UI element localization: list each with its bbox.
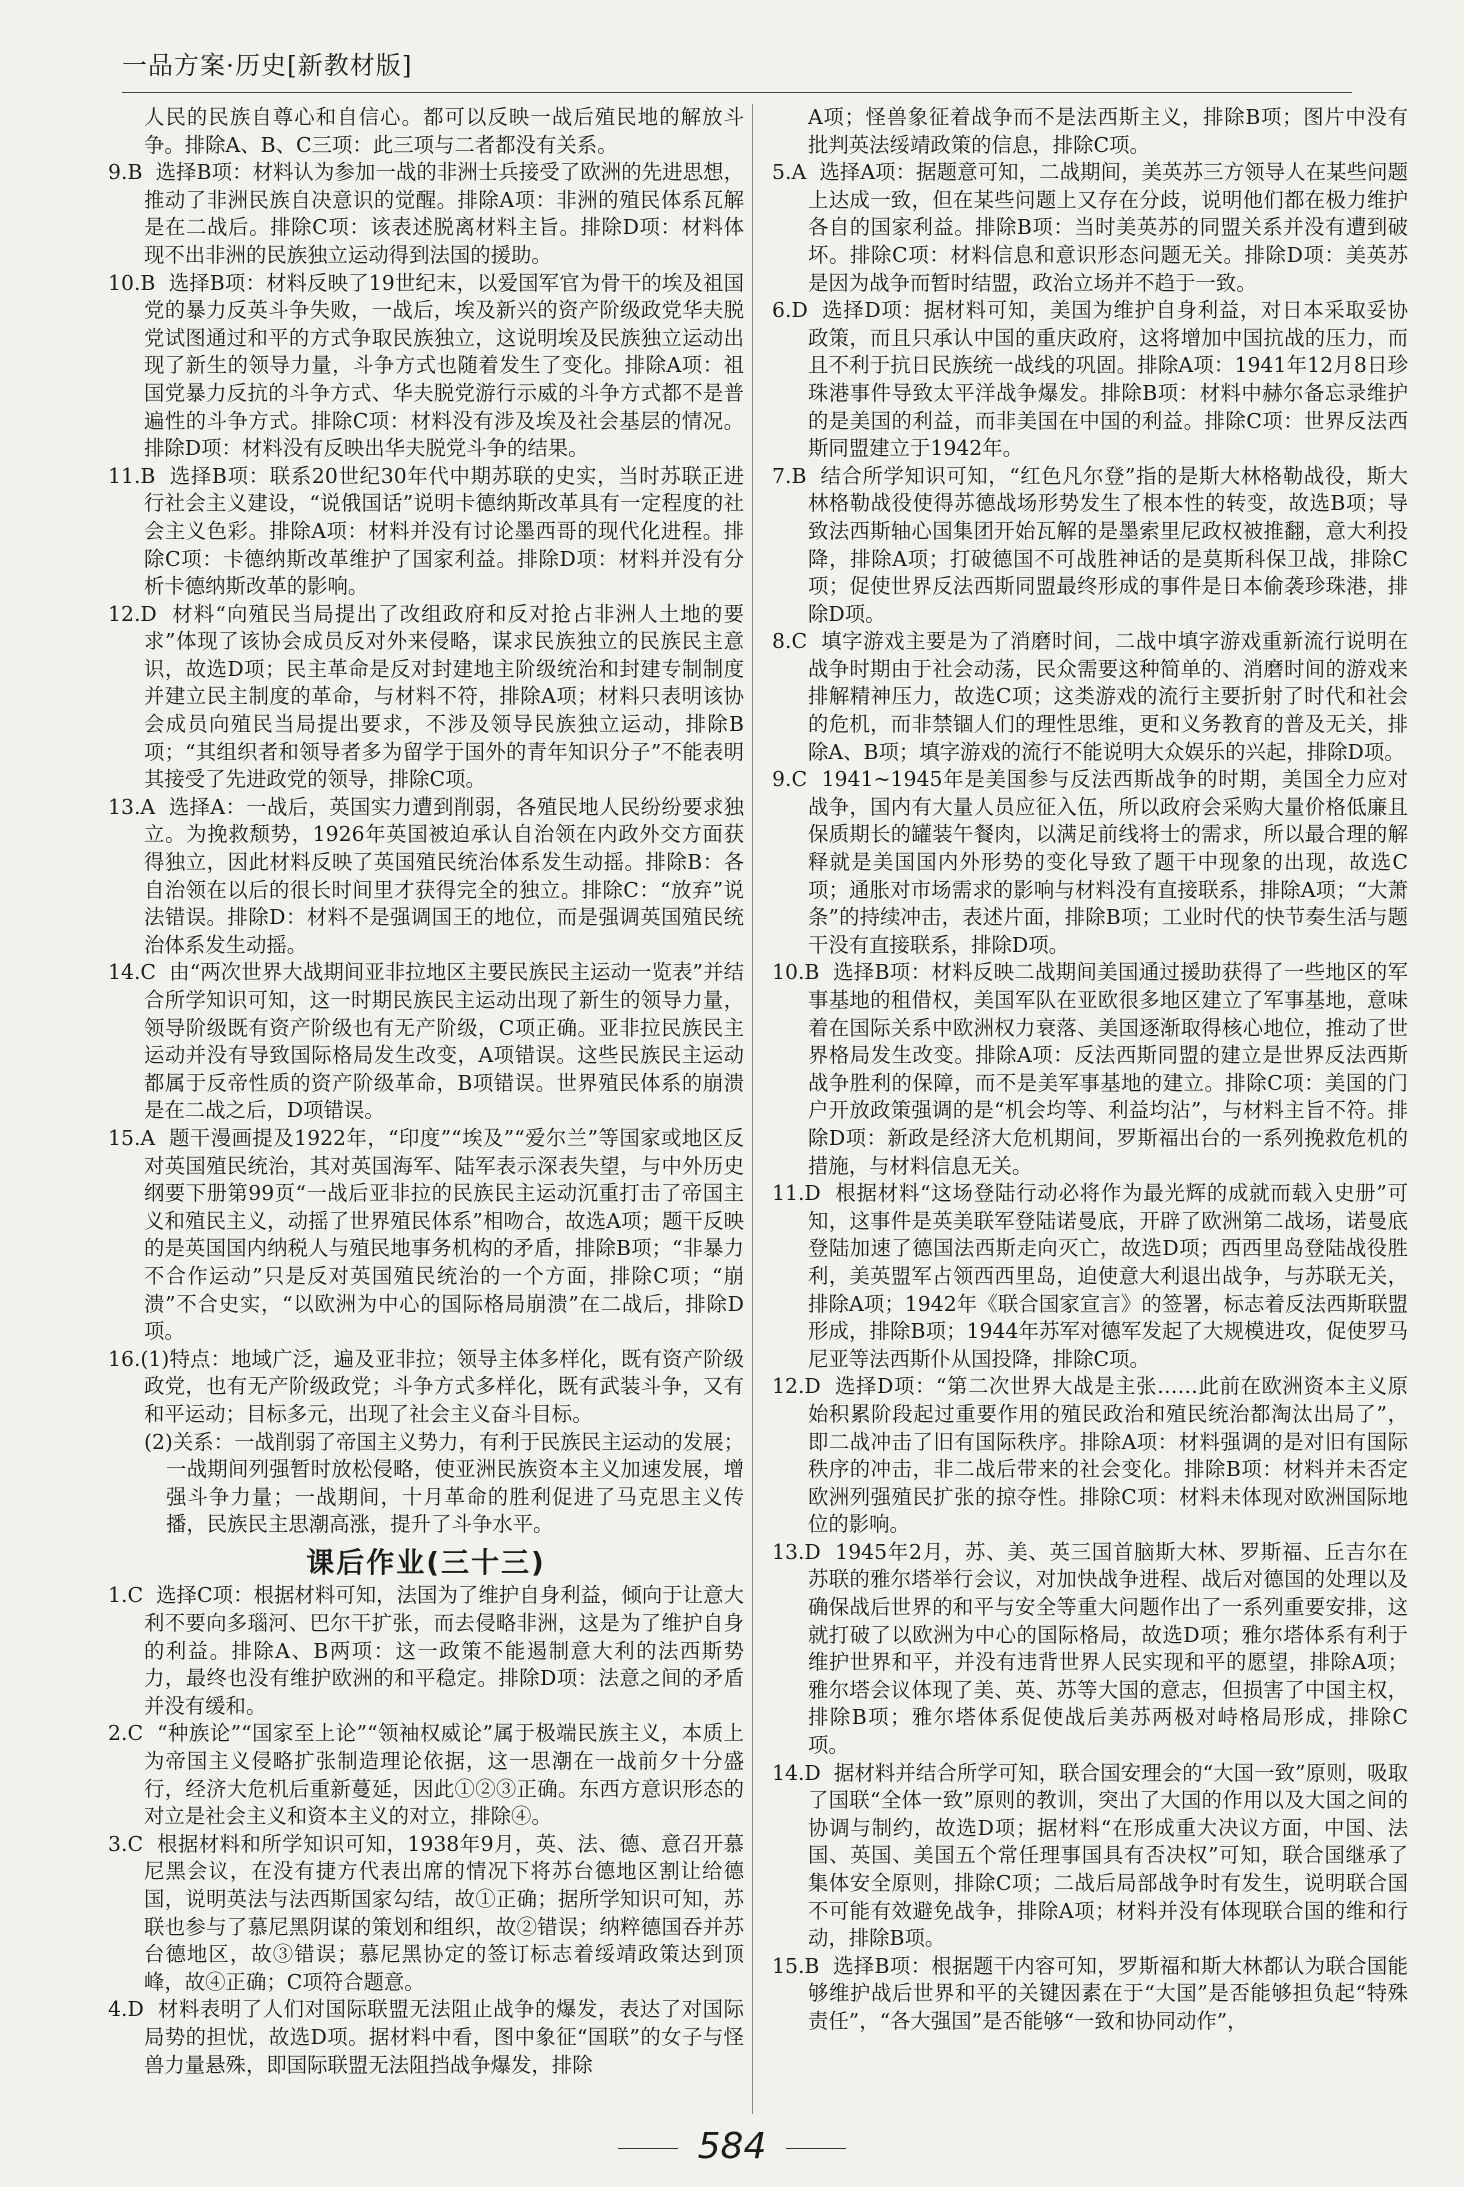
answer-item: 11.B 选择B项：联系20世纪30年代中期苏联的史实，当时苏联正进行社会主义建设，“说俄国话”说明卡德纳斯改革具有一定程度的社会主义色彩。排除A项：材料并没有讨论墨西哥的现代化进程。排除C项：卡德纳斯改革维护了国家利益。排除D项：材料并没有分析卡德纳斯改革的影响。 [108,463,744,599]
header-rule [122,92,1352,93]
answer-item: 3.C 根据材料和所学知识可知，1938年9月，英、法、德、意召开慕尼黑会议，在没有捷方代表出席的情况下将苏台德地区割让给德国，说明英法与法西斯国家勾结，故①正确；据所学知识可知，苏联也参与了慕尼黑阴谋的策划和组织，故②错误；纳粹德国吞并苏台德地区，故③错误；慕尼黑协定的签订标志着绥靖政策达到顶峰，故④正确；C项符合题意。 [108,1831,744,1994]
answer-item: 14.D 据材料并结合所学可知，联合国安理会的“大国一致”原则，吸取了国联“全体一致”原则的教训，突出了大国的作用以及大国之间的协调与制约，故选D项；据材料“在形成重大决议方面，中国、法国、英国、美国五个常任理事国具有否决权”可知，联合国继承了集体安全原则，排除C项；二战后局部战争时有发生，说明联合国不可能有效避免战争，排除A项；材料并没有体现联合国的维和行动，排除B项。 [772,1760,1408,1951]
answer-item: 11.D 根据材料“这场登陆行动必将作为最光辉的成就而载入史册”可知，这事件是英美联军登陆诺曼底，开辟了欧洲第二战场，诺曼底登陆加速了德国法西斯走向灭亡，故选D项；西西里岛登陆战役胜利，美英盟军占领西西里岛，迫使意大利退出战争，与苏联无关，排除A项；1942年《联合国家宣言》的签署，标志着反法西斯联盟形成，排除B项；1944年苏军对德军发起了大规模进攻，促使罗马尼亚等法西斯仆从国投降，排除C项。 [772,1181,1408,1371]
column-divider [752,104,753,2114]
answer-item: 13.D 1945年2月，苏、美、英三国首脑斯大林、罗斯福、丘吉尔在苏联的雅尔塔举行会议，对加快战争进程、战后对德国的处理以及确保战后世界的和平与安全等重大问题作出了一系列重要安排，这就打破了以欧洲为中心的国际格局，故选D项；雅尔塔体系有利于维护世界和平，并没有违背世界人民实现和平的愿望，排除A项；雅尔塔会议体现了美、英、苏等大国的意志，但损害了中国主权，排除B项；雅尔塔体系促使战后美苏两极对峙格局形成，排除C项。 [772,1539,1408,1758]
answer-item: 9.B 选择B项：材料认为参加一战的非洲士兵接受了欧洲的先进思想，推动了非洲民族自决意识的觉醒。排除A项：非洲的殖民体系瓦解是在二战后。排除C项：该表述脱离材料主旨。排除D项：材料体现不出非洲的民族独立运动得到法国的援助。 [108,160,744,267]
answer-item: 13.A 选择A：一战后，英国实力遭到削弱，各殖民地人民纷纷要求独立。为挽救颓势，1926年英国被迫承认自治领在内政外交方面获得独立，因此材料反映了英国殖民统治体系发生动摇。排除B：各自治领在以后的很长时间里才获得完全的独立。排除C：“放弃”说法错误。排除D：材料不是强调国王的地位，而是强调英国殖民统治体系发生动摇。 [108,794,744,957]
page-header: 一品方案·历史[新教材版] [122,51,413,80]
answer-item: 4.D 材料表明了人们对国际联盟无法阻止战争的爆发，表达了对国际局势的担忧，故选D项。据材料中看，图中象征“国联”的女子与怪兽力量悬殊，即国际联盟无法阻挡战争爆发，排除 [108,1997,744,2077]
answer-item: 5.A 选择A项：据题意可知，二战期间，美英苏三方领导人在某些问题上达成一致，但在某些问题上又存在分歧，说明他们都在极力维护各自的国家利益。排除B项：当时美英苏的同盟关系并没有遭到破坏。排除C项：材料信息和意识形态问题无关。排除D项：美英苏是因为战争而暂时结盟，政治立场并不趋于一致。 [772,160,1408,295]
right-column [772,104,1408,2036]
answer-item: 6.D 选择D项：据材料可知，美国为维护自身利益，对日本采取妥协政策，而且只承认中国的重庆政府，这将增加中国抗战的压力，而且不利于抗日民族统一战线的巩固。排除A项：1941年12月8日珍珠港事件导致太平洋战争爆发。排除B项：材料中赫尔备忘录维护的是美国的利益，而非美国在中国的利益。排除C项：世界反法西斯同盟建立于1942年。 [772,298,1408,461]
answer-item: 14.C 由“两次世界大战期间亚非拉地区主要民族民主运动一览表”并结合所学知识可知，这一时期民族民主运动出现了新生的领导力量，领导阶级既有资产阶级也有无产阶级，C项正确。亚非拉民族民主运动并没有导致国际格局发生改变，A项错误。这些民族民主运动都属于反帝性质的资产阶级革命，B项错误。世界殖民体系的崩溃是在二战之后，D项错误。 [108,960,744,1123]
answer-item: 7.B 结合所学知识可知，“红色凡尔登”指的是斯大林格勒战役，斯大林格勒战役使得苏德战场形势发生了根本性的转变，故选B项；导致法西斯轴心国集团开始瓦解的是墨索里尼政权被推翻，意大利投降，排除A项；打破德国不可战胜神话的是莫斯科保卫战，排除C项；促使世界反法西斯同盟最终形成的事件是日本偷袭珍珠港，排除D项。 [772,463,1408,626]
answer-item: 8.C 填字游戏主要是为了消磨时间，二战中填字游戏重新流行说明在战争时期由于社会动荡，民众需要这种简单的、消磨时间的游戏来排解精神压力，故选C项；这类游戏的流行主要折射了时代和社会的危机，而非禁锢人们的理性思维，更和义务教育的普及无关，排除A、B项；填字游戏的流行不能说明大众娱乐的兴起，排除D项。 [772,629,1408,764]
answer-item: 1.C 选择C项：根据材料可知，法国为了维护自身利益，倾向于让意大利不要向多瑙河、巴尔干扩张，而去侵略非洲，这是为了维护自身的利益。排除A、B两项：这一政策不能遏制意大利的法西斯势力，最终也没有维护欧洲的和平稳定。排除D项：法意之间的矛盾并没有缓和。 [108,1583,744,1718]
footer-dash-left [618,2148,678,2149]
section-title: 课后作业(三十三) [306,1545,546,1579]
answer-item: 10.B 选择B项：材料反映二战期间美国通过援助获得了一些地区的军事基地的租借权，美国军队在亚欧很多地区建立了军事基地，意味着在国际关系中欧洲权力衰落、美国逐渐取得核心地位，推动了世界格局发生改变。排除A项：反法西斯同盟的建立是世界反法西斯战争胜利的保障，而不是美军事基地的建立。排除C项：美国的门户开放政策强调的是“机会均等、利益均沾”，与材料主旨不符。排除D项：新政是经济大危机期间，罗斯福出台的一系列挽救危机的措施，与材料信息无关。 [772,960,1408,1178]
answer-item: 15.B 选择B项：根据题干内容可知，罗斯福和斯大林都认为联合国能够维护战后世界和平的关键因素在于“大国”是否能够担负起“特殊责任”，“各大强国”是否能够“一致和协同动作”， [772,1953,1408,2033]
answer-item: 人民的民族自尊心和自信心。都可以反映一战后殖民地的解放斗争。排除A、B、C三项：此三项与二者都没有关系。 [144,105,744,157]
answer-item: 16.(1)特点：地域广泛，遍及亚非拉；领导主体多样化，既有资产阶级政党，也有无产阶级政党；斗争方式多样化，既有武装斗争，又有和平运动；目标多元，出现了社会主义奋斗目标。 [108,1346,744,1426]
answer-item: 9.C 1941~1945年是美国参与反法西斯战争的时期，美国全力应对战争，国内有大量人员应征入伍，所以政府会采购大量价格低廉且保质期长的罐装午餐肉，以满足前线将士的需求，所以最合理的解释就是美国国内外形势的变化导致了题干中现象的出现，故选C项；通胀对市场需求的影响与材料没有直接联系，排除A项；“大萧条”的持续冲击，表述片面，排除B项；工业时代的快节奏生活与题干没有直接联系，排除D项。 [772,767,1408,957]
answer-item: 12.D 材料“向殖民当局提出了改组政府和反对抢占非洲人土地的要求”体现了该协会成员反对外来侵略，谋求民族独立的民族民主意识，故选D项；民主革命是反对封建地主阶级统治和封建专制制度并建立民主制度的革命，与材料不符，排除A项；材料只表明该协会成员向殖民当局提出要求，不涉及领导民族独立运动，排除B项；“其组织者和领导者多为留学于国外的青年知识分子”不能表明其接受了先进政党的领导，排除C项。 [108,601,744,792]
answer-item: (2)关系：一战削弱了帝国主义势力，有利于民族民主运动的发展；一战期间列强暂时放松侵略，使亚洲民族资本主义加速发展，增强斗争力量；一战期间，十月革命的胜利促进了马克思主义传播，民族民主思潮高涨，提升了斗争水平。 [144,1429,744,1537]
page-number: 584 [697,2126,767,2167]
left-column [108,104,744,2079]
answer-item: 10.B 选择B项：材料反映了19世纪末，以爱国军官为骨干的埃及祖国党的暴力反英斗争失败，一战后，埃及新兴的资产阶级政党华夫脱党试图通过和平的方式争取民族独立，这说明埃及民族独立运动出现了新生的领导力量，斗争方式也随着发生了变化。排除A项：祖国党暴力反抗的斗争方式、华夫脱党游行示威的斗争方式都不是普遍性的斗争方式。排除C项：材料没有涉及埃及社会基层的情况。排除D项：材料没有反映出华夫脱党斗争的结果。 [108,270,744,461]
answer-item: 2.C “种族论”“国家至上论”“领袖权威论”属于极端民族主义，本质上为帝国主义侵略扩张制造理论依据，这一思潮在一战前夕十分盛行，经济大危机后重新蔓延，因此①②③正确。东西方意识形态的对立是社会主义和资本主义的对立，排除④。 [108,1721,744,1829]
footer-dash-right [786,2148,846,2149]
page-footer [0,2126,1464,2167]
answer-item: 15.A 题干漫画提及1922年，“印度”“埃及”“爱尔兰”等国家或地区反对英国殖民统治，其对英国海军、陆军表示深表失望，与中外历史纲要下册第99页“一战后亚非拉的民族民主运动沉重打击了帝国主义和殖民主义，动摇了世界殖民体系”相吻合，故选A项；题干反映的是英国国内纳税人与殖民地事务机构的矛盾，排除B项；“非暴力不合作运动”只是反对英国殖民统治的一个方面，排除C项；“崩溃”不合史实，“以欧洲为中心的国际格局崩溃”在二战后，排除D项。 [108,1125,744,1344]
answer-item: A项；怪兽象征着战争而不是法西斯主义，排除B项；图片中没有批判英法绥靖政策的信息，排除C项。 [808,105,1408,157]
answer-item: 12.D 选择D项：“第二次世界大战是主张……此前在欧洲资本主义原始积累阶段起过重要作用的殖民政治和殖民统治都淘汰出局了”，即二战冲击了旧有国际秩序。排除A项：材料强调的是对旧有国际秩序的冲击，非二战后带来的社会变化。排除B项：材料并未否定欧洲列强殖民扩张的掠夺性。排除C项：材料未体现对欧洲国际地位的影响。 [772,1374,1408,1537]
